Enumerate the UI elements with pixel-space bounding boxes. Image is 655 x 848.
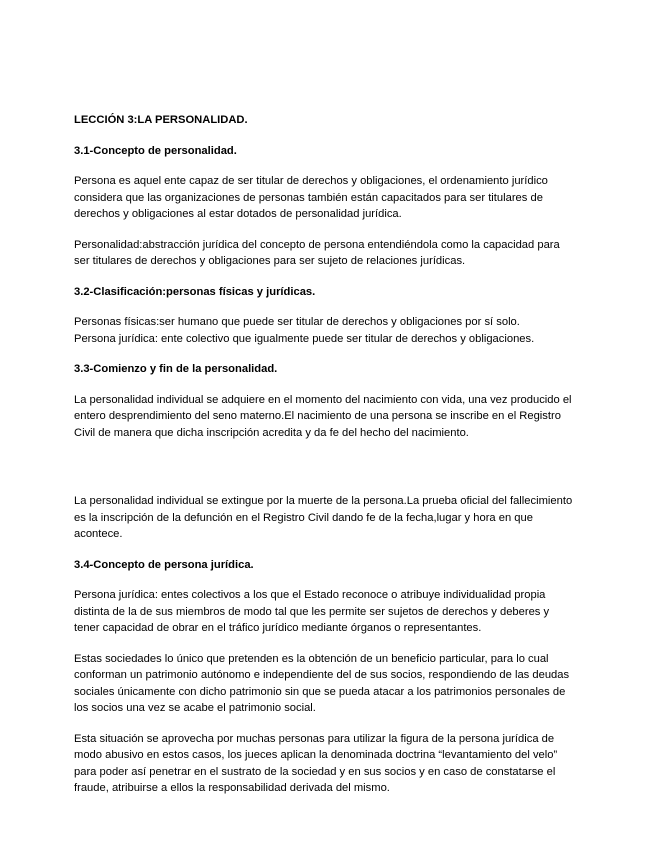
paragraph-persona: Persona es aquel ente capaz de ser titular de derechos y obligaciones, el ordenamiento jurídico considera que las organizaciones de personas también están capacitados para ser titulares de derechos y obligaciones al estar dotados de personalidad jurídica. (74, 175, 548, 220)
paragraph-persona-juridica-def: Persona jurídica: ente colectivo que igualmente puede ser titular de derechos y obligaciones. (74, 332, 535, 345)
section-heading-3-1: 3.1-Concepto de personalidad. (74, 144, 237, 157)
paragraph-extincion-personalidad: La personalidad individual se extingue por la muerte de la persona.La prueba oficial del fallecimiento es la inscripción de la defunción en el Registro Civil dando fe de la fecha,lugar y hora en que acontece. (74, 495, 573, 540)
blank-gap (74, 455, 574, 493)
lesson-title: LECCIÓN 3:LA PERSONALIDAD. (74, 114, 248, 126)
paragraph-personas-fisicas: Personas físicas:ser humano que puede ser titular de derechos y obligaciones por sí solo. (74, 316, 520, 328)
paragraph-levantamiento-velo: Esta situación se aprovecha por muchas personas para utilizar la figura de la persona jurídica de modo abusivo en estos casos, los jueces aplican la denominada doctrina “levantamiento del velo” para poder así penetrar en el sustrato de la sociedad y en sus socios y en caso de constatarse el fraude, atribuirse a ellos la responsabilidad derivada del mismo. (74, 732, 558, 794)
section-heading-3-4: 3.4-Concepto de persona jurídica. (74, 558, 254, 571)
paragraph-personalidad: Personalidad:abstracción jurídica del concepto de persona entendiéndola como la capacidad para ser titulares de derechos y obligaciones para ser sujeto de relaciones jurídicas. (74, 238, 560, 267)
section-heading-3-3: 3.3-Comienzo y fin de la personalidad. (74, 363, 278, 375)
paragraph-sociedades: Estas sociedades lo único que pretenden es la obtención de un beneficio particular, para lo cual conforman un patrimonio autónomo e independiente del de sus socios, respondiendo de las deudas sociales únicamente con dicho patrimonio sin que se pueda atacar a los patrimonios personales de los socios una vez se acabe el patrimonio social. (74, 652, 570, 714)
section-heading-3-2: 3.2-Clasificación:personas físicas y jurídicas. (74, 285, 316, 298)
paragraph-entes-colectivos: Persona jurídica: entes colectivos a los que el Estado reconoce o atribuye individualidad propia distinta de la de sus miembros de modo tal que les permite ser sujetos de derechos y deberes y tener capacidad de obrar en el tráfico jurídico mediante órganos o representantes. (74, 589, 550, 634)
document-page (74, 112, 574, 811)
paragraph-adquisicion-personalidad: La personalidad individual se adquiere en el momento del nacimiento con vida, una vez producido el entero desprendimiento del seno materno.El nacimiento de una persona se inscribe en el Registro Civil de manera que dicha inscripción acredita y da fe del hecho del nacimiento. (74, 393, 572, 439)
